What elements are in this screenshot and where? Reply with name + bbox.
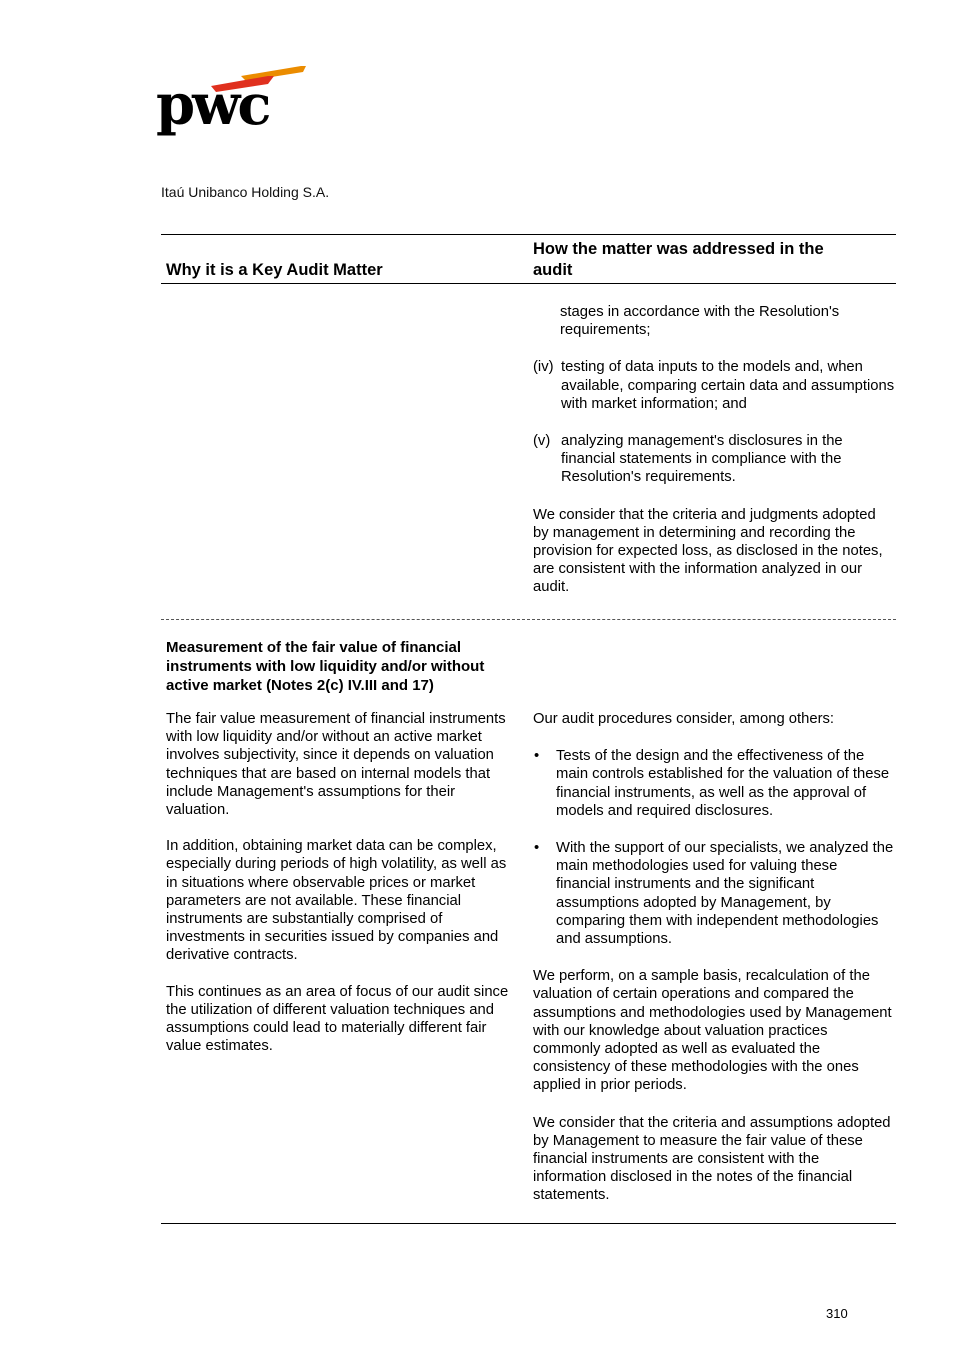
- procedure-item-iv: [533, 358, 895, 413]
- procedures-intro: Our audit procedures consider, among others:: [533, 711, 835, 727]
- section2-title: Measurement of the fair value of financial instruments with low liquidity and/or without active market (Notes 2(c) IV.III and 17): [166, 639, 485, 694]
- page-number: 310: [826, 1306, 848, 1321]
- bullet-text: With the support of our specialists, we analyzed the main methodologies used for valuing these financial instruments and the significant assumptions adopted by Management, by comparing them with independent methodologies and assumptions.: [556, 840, 894, 948]
- item-text: analyzing management's disclosures in the financial statements in compliance with the Resolution's requirements.: [561, 433, 843, 486]
- bullet-dot: •: [534, 840, 540, 857]
- continued-item-text: stages in accordance with the Resolution's requirements;: [560, 304, 840, 339]
- item-marker: (v): [533, 433, 551, 450]
- right-paragraph: We consider that the criteria and assumptions adopted by Management to measure the fair value of these financial instruments are consistent with the information disclosed in the notes of the financial statements.: [533, 1114, 891, 1204]
- section-separator: [161, 619, 896, 620]
- pwc-logo: [156, 64, 306, 142]
- procedure-item-v: [533, 432, 895, 487]
- company-name: Itaú Unibanco Holding S.A.: [161, 184, 330, 200]
- section2-left: [166, 710, 514, 1055]
- bullet-text: Tests of the design and the effectiveness of the main controls established for the valuation of these financial instruments, as well as the approval of models and required disclosures.: [556, 748, 890, 819]
- table-bottom-rule: [161, 1223, 896, 1224]
- left-paragraph: The fair value measurement of financial instruments with low liquidity and/or without an active market involves subjectivity, since it depends on valuation techniques that are based on internal models that include Management's assumptions for their valuation.: [166, 711, 506, 819]
- bullet-dot: •: [534, 748, 540, 765]
- procedure-bullet: [533, 839, 895, 948]
- pwc-logo-graphic: [156, 64, 306, 142]
- section2-right: [533, 710, 895, 1205]
- left-paragraph: This continues as an area of focus of our audit since the utilization of different valuation techniques and assumptions could lead to materially different fair value estimates.: [166, 983, 509, 1055]
- col-right-header: How the matter was addressed in the audit: [533, 240, 824, 279]
- section1-right: [533, 303, 895, 597]
- item-marker: (iv): [533, 359, 554, 376]
- col-left-header: Why it is a Key Audit Matter: [166, 261, 383, 279]
- logo-wordmark: pwc: [156, 72, 269, 138]
- procedure-bullet: [533, 747, 895, 820]
- section1-conclusion: We consider that the criteria and judgments adopted by management in determining and recording the provision for expected loss, as disclosed in the notes, are consistent with the information analyzed in our audit.: [533, 506, 883, 596]
- table-top-rule: [161, 234, 896, 235]
- header-bottom-rule: [161, 283, 896, 284]
- right-paragraph: We perform, on a sample basis, recalculation of the valuation of certain operations and compared the assumptions and methodologies used by Management with our knowledge about valuation practices commonly adopted as well as evaluated the consistency of these methodologies with the ones applied in prior periods.: [533, 968, 892, 1094]
- left-paragraph: In addition, obtaining market data can be complex, especially during periods of high volatility, as well as in situations where observable prices or market parameters are not available. These financial instruments are substantially comprised of investments in securities issued by companies and derivative contracts.: [166, 838, 507, 964]
- item-text: testing of data inputs to the models and, when available, comparing certain data and assumptions with market information; and: [561, 359, 895, 412]
